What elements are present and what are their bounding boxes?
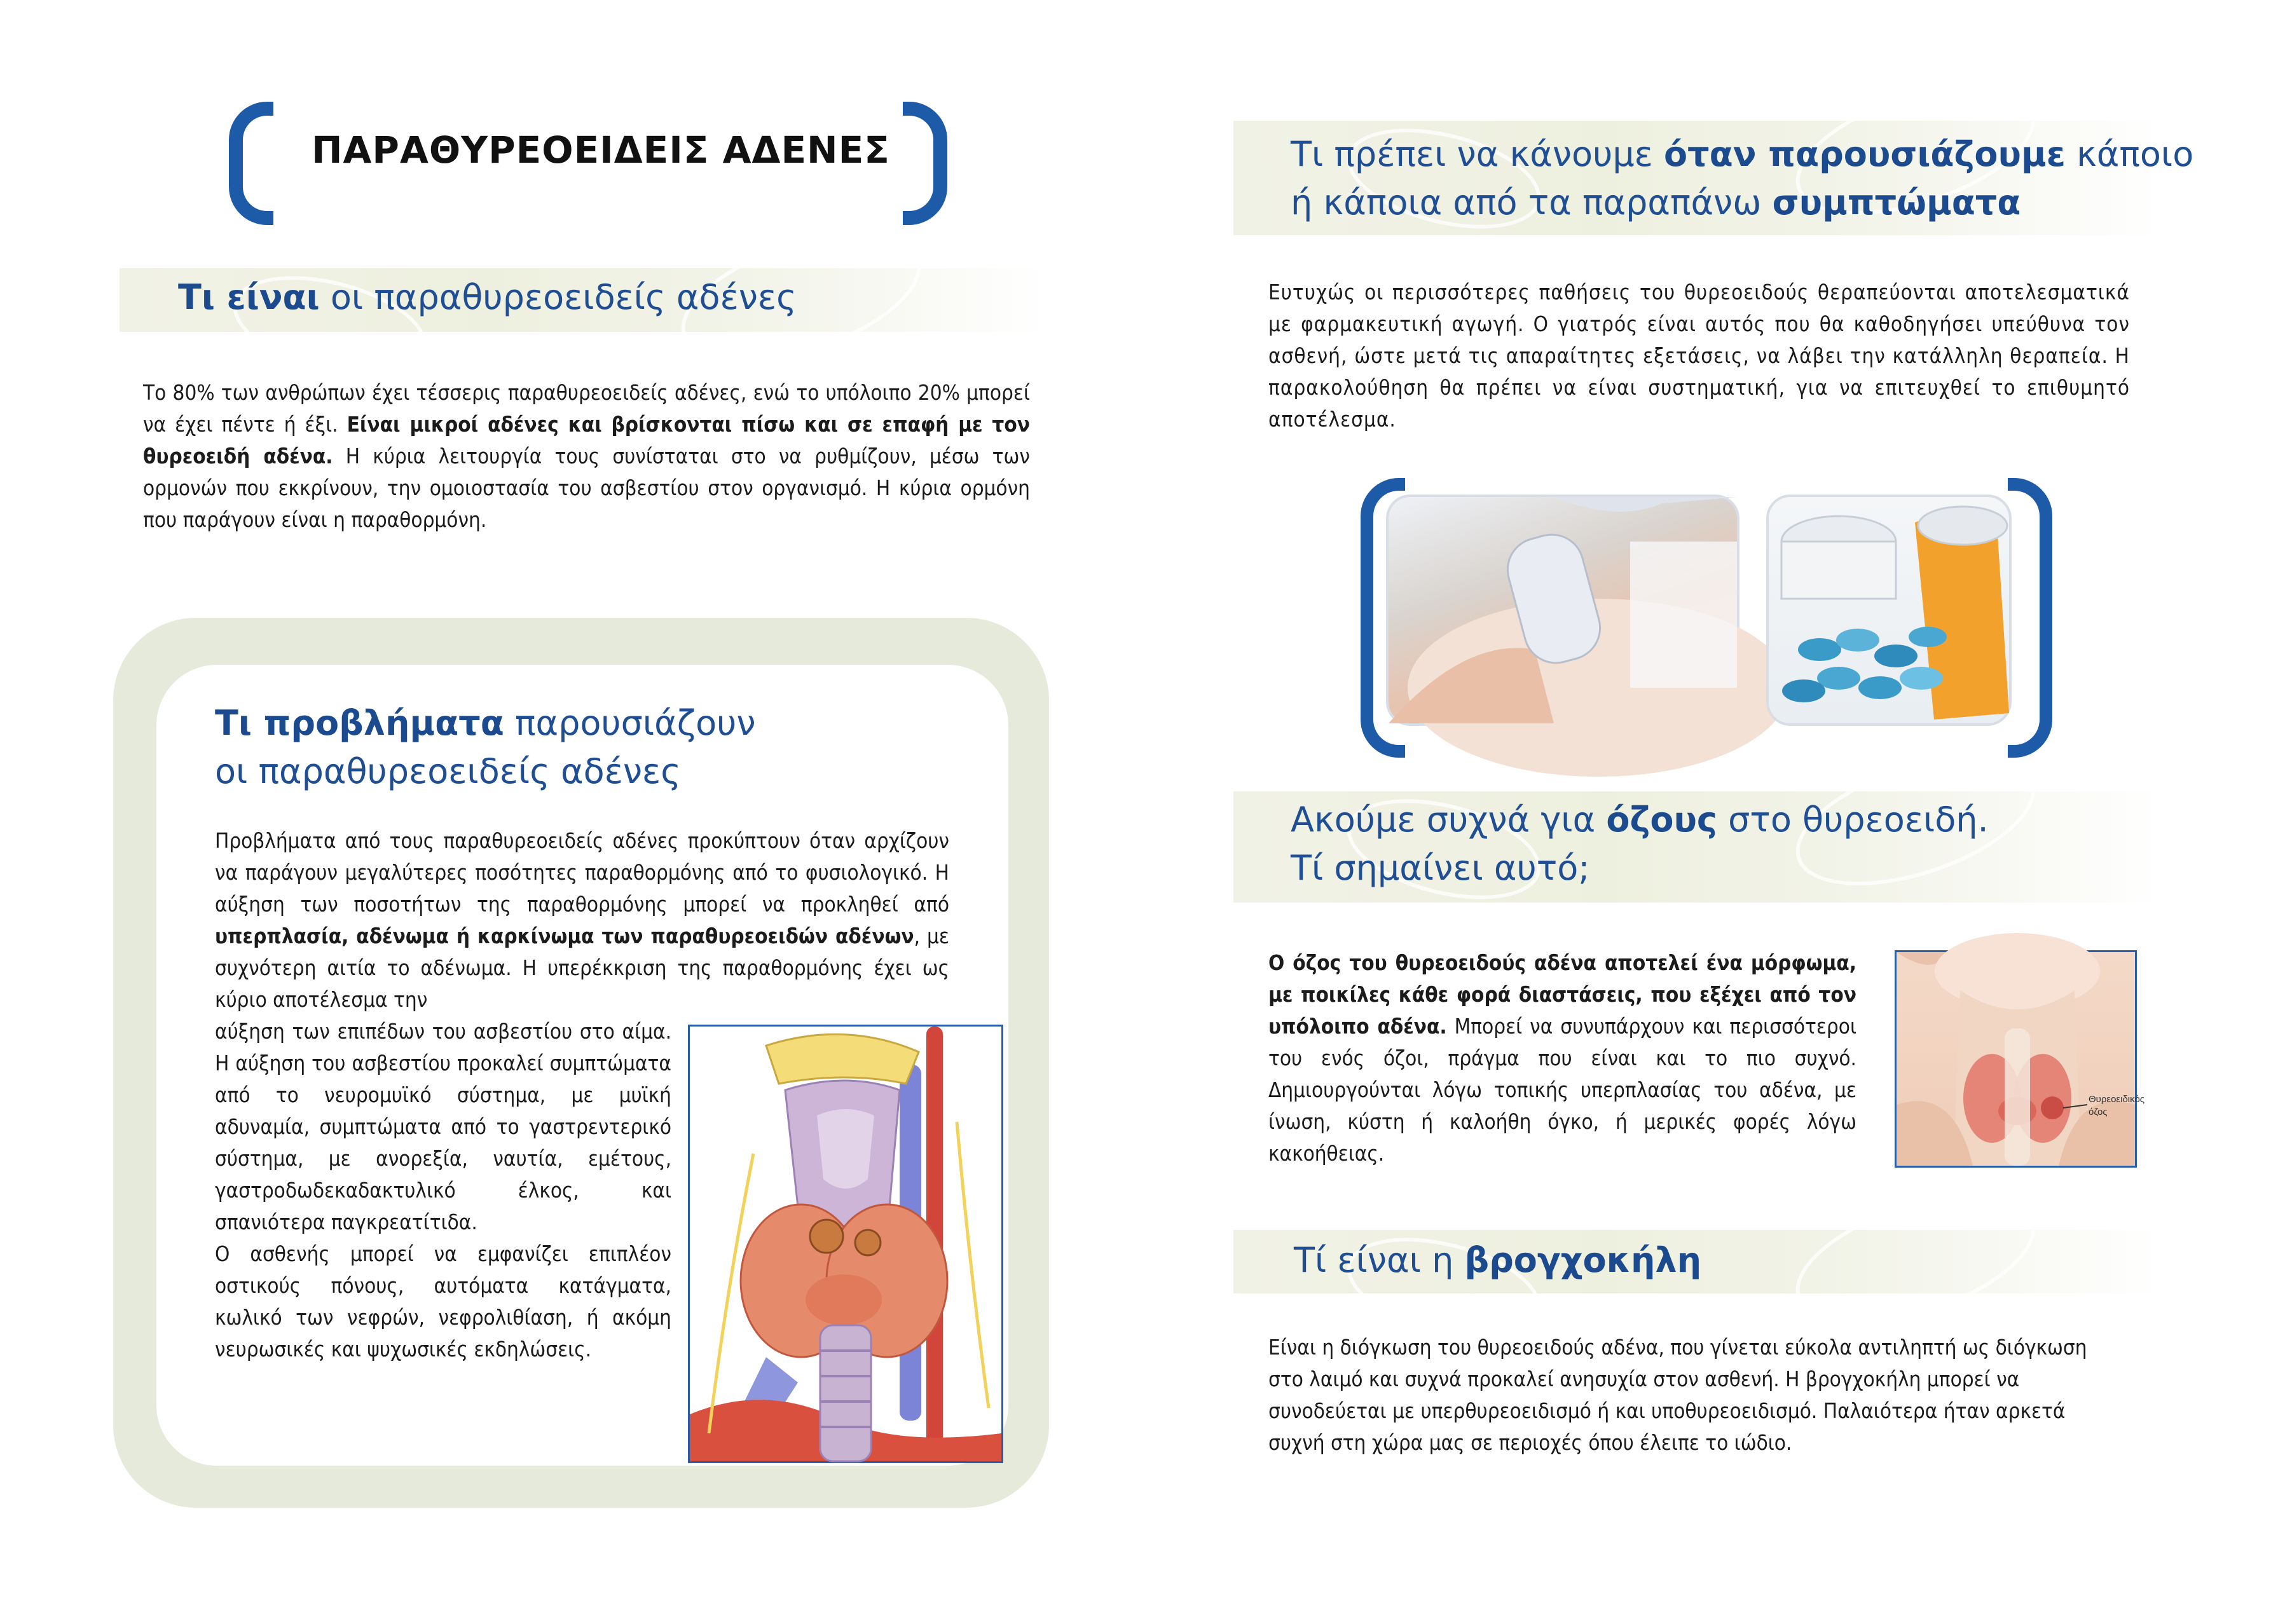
white-bottle xyxy=(1781,542,1896,599)
section-heading-what-is xyxy=(178,275,797,320)
heading-rest: παρουσιάζουν xyxy=(504,703,756,743)
paragraph-nodules xyxy=(1268,947,1856,1170)
text-run: αύξηση των επιπέδων του ασβεστίου στο αίμα. Η αύξηση του ασβεστίου προκαλεί συμπτώματα από το νευρομυϊκό σύστημα, με μυϊκή αδυναμία, συμπτώματα από το γαστρεντερικό σύστημα, με ανορεξία, ναυτία, εμέτους, γαστροδωδεκαδακτυλικό έλκος, και σπανιότερα παγκρεατίτιδα. xyxy=(215,1019,671,1234)
section-heading-goiter xyxy=(1294,1238,1701,1283)
text-run-bold: Είναι μικροί αδένες και βρίσκονται πίσω και σε επαφή με τον θυρεοειδή αδένα. xyxy=(143,412,1031,468)
nerve xyxy=(957,1122,989,1408)
heading-part: στο θυρεοειδή. xyxy=(1717,800,1989,840)
nodule-label xyxy=(2061,1093,2144,1119)
heading-bold: Τι είναι xyxy=(178,277,320,317)
pills-drawing xyxy=(1769,497,2009,723)
heading-part: ή κάποια από τα παραπάνω xyxy=(1291,182,1773,222)
chin xyxy=(1935,933,2100,1009)
paragraph-what-is xyxy=(143,377,1030,536)
thyroid-anatomy-illustration xyxy=(688,1025,1003,1463)
title-bracket-right xyxy=(903,102,947,225)
heading-line2: οι παραθυρεοειδείς αδένες xyxy=(215,751,681,791)
heading-bold: συμπτώματα xyxy=(1772,182,2021,222)
thyroid-nodule-photo xyxy=(1895,950,2145,1168)
paragraph-goiter: Είναι η διόγκωση του θυρεοειδούς αδένα, που γίνεται εύκολα αντιληπτή ως διόγκωση στο λαιμό και συχνά προκαλεί ανησυχία στον ασθενή. Η βρογχοκήλη μπορεί να συνοδεύεται με υπερθυρεοειδισμό ή και υποθυρεοειδισμό. Παλαιότερα ήταν αρκετά συχνή στη χώρα μας σε περιοχές όπου έλειπε το ιώδιο. xyxy=(1268,1335,2087,1455)
page-title: ΠΑΡΑΘΥΡΕΟΕΙΔΕΙΣ ΑΔΕΝΕΣ xyxy=(312,128,890,172)
parathyroid-gland xyxy=(855,1230,881,1255)
heading-bold: Τι προβλήματα xyxy=(215,703,504,743)
title-bracket-left xyxy=(229,102,273,225)
heading-part: κάποιο xyxy=(2065,134,2194,174)
text-run: Προβλήματα από τους παραθυρεοειδείς αδένες προκύπτουν όταν αρχίζουν να παράγουν μεγαλύτερες ποσότητες παραθορμόνης από το φυσιολογικό. Η αύξηση των ποσοτήτων της παραθορμόνης μπορεί να προκληθεί από xyxy=(215,828,949,917)
nodule-label-line1: Θυρεοειδικός xyxy=(2089,1094,2145,1105)
text-run: Η κύρια λειτουργία τους συνίσταται στο να ρυθμίζουν, μέσω των ορμονών που εκκρίνουν, την ομοιοστασία του ασβεστίου στον οργανισμό. Η κύρια ορμόνη που παράγουν είναι η παραθορμόνη. xyxy=(143,444,1030,532)
orange-pill-bottle xyxy=(1915,515,2009,720)
text-run: Το 80% των ανθρώπων έχει τέσσερις παραθυρεοειδείς αδένες, ενώ το υπόλοιπο 20% μπορεί να έχει πέντε ή έξι. xyxy=(143,380,1030,437)
text-run: Μπορεί να συνυπάρχουν και περισσότεροι του ενός όζοι, πράγμα που είναι και το πιο συχνό. Δημιουργούνται λόγω τοπικής υπερπλασίας του αδένα, με ίνωση, κύστη ή καλοήθη όγκο, ή μερικές φορές λόγω κακοήθειας. xyxy=(1268,1014,1856,1166)
heading-bold: βρογχοκήλη xyxy=(1464,1240,1702,1280)
patient-shirt xyxy=(1630,542,1737,688)
text-run-bold: Ο όζος του θυρεοειδούς αδένα αποτελεί ένα μόρφωμα, με ποικίλες κάθε φορά διαστάσεις, που εξέχει από τον υπόλοιπο αδένα. xyxy=(1268,950,1856,1039)
photos-bracket-right xyxy=(2008,478,2052,758)
blue-pills xyxy=(1782,627,1947,702)
heading-rest: οι παραθυρεοειδείς αδένες xyxy=(319,277,797,317)
heading-bold: όζους xyxy=(1606,800,1717,840)
thyroid-isthmus xyxy=(806,1274,882,1325)
paragraph-problems-wrap xyxy=(215,1016,671,1365)
medication-pills-photo xyxy=(1766,495,2012,726)
ultrasound-drawing xyxy=(1389,497,1737,723)
parathyroid-gland xyxy=(810,1220,843,1253)
section-heading-nodules xyxy=(1291,796,1989,892)
cartilage-highlight xyxy=(817,1109,874,1189)
paragraph-what-to-do: Ευτυχώς οι περισσότερες παθήσεις του θυρεοειδούς θεραπεύονται αποτελεσματικά με φαρμακευτική αγωγή. Ο γιατρός είναι αυτός που θα καθοδηγήσει υπεύθυνα τον ασθενή, ώστε μετά τις απαραίτητες εξετάσεις, να λάβει την κατάλληλη θεραπεία. Η παρακολούθηση θα πρέπει να είναι συστηματική, για να επιτευχθεί το επιθυμητό αποτέλεσμα. xyxy=(1268,280,2130,432)
nodule-label-line2: όζος xyxy=(2089,1107,2108,1117)
trachea xyxy=(2005,1028,2030,1166)
heading-part: Τι πρέπει να κάνουμε xyxy=(1291,134,1664,174)
section-heading-what-to-do xyxy=(1291,130,2193,227)
heading-line2: Τί σημαίνει αυτό; xyxy=(1291,848,1590,888)
nodule-drawing xyxy=(1897,952,2135,1166)
heading-part: Ακούμε συχνά για xyxy=(1291,800,1607,840)
trachea xyxy=(820,1325,871,1461)
hyoid-bone xyxy=(766,1034,919,1084)
paragraph-problems-top xyxy=(215,825,949,1016)
ultrasound-exam-photo xyxy=(1386,495,1739,726)
text-run-bold: υπερπλασία, αδένωμα ή καρκίνωμα των παραθυρεοειδών αδένων xyxy=(215,924,914,948)
anatomy-drawing xyxy=(690,1027,1001,1461)
section-heading-problems xyxy=(215,699,756,796)
heading-bold: όταν παρουσιάζουμε xyxy=(1664,134,2066,174)
doctor-sleeve xyxy=(1554,497,1737,512)
heading-part: Τί είναι η xyxy=(1294,1240,1465,1280)
text-run: Ο ασθενής μπορεί να εμφανίζει επιπλέον οστικούς πόνους, αυτόματα κατάγματα, κωλικό των νεφρών, νεφρολιθίαση, ή ακόμη νευρωσικές και ψυχωσικές εκδηλώσεις. xyxy=(215,1241,671,1361)
text-run: , με συχνότερη αιτία το αδένωμα. Η υπερέκκριση της παραθορμόνης έχει ως κύριο αποτέλεσμα την xyxy=(215,924,949,1012)
